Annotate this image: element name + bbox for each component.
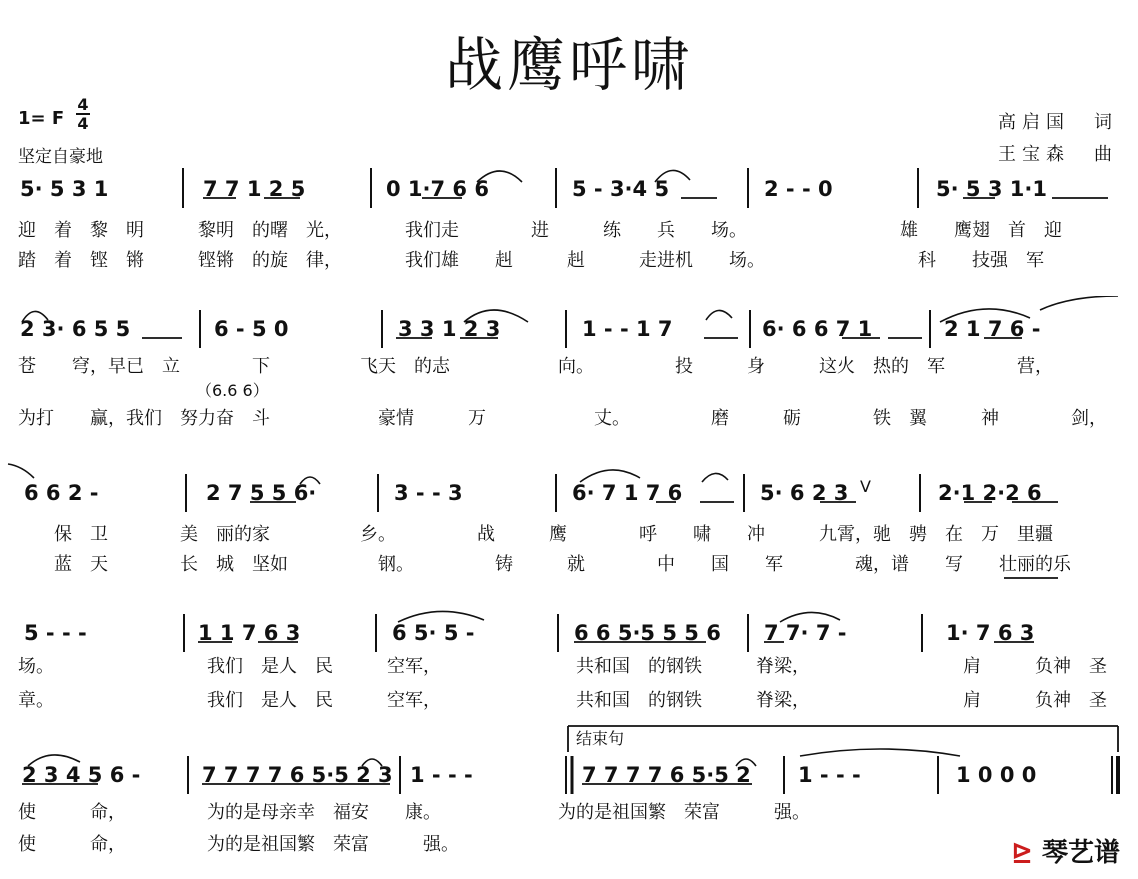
- time-bottom: 4: [77, 114, 89, 133]
- lyrics-verse-2: 蓝 天 长 城 坚如 钢。 铸 就 中 国 军 魂，谱 写 壮丽的乐: [18, 554, 1071, 575]
- time-signature: [76, 96, 90, 132]
- composer-credit: 王宝森 曲: [998, 144, 1118, 165]
- measure-notes: 3 3 1 2 3: [398, 317, 501, 341]
- staff-row-2: [0, 296, 1138, 436]
- measure-notes: 1 - - 1 7: [582, 317, 673, 341]
- measure-notes: 2·1 2·2 6: [938, 481, 1042, 505]
- tempo-marking: 坚定自豪地: [18, 147, 103, 167]
- logo-icon: ⊵: [1011, 838, 1033, 868]
- measure-notes: 3 - - 3: [394, 481, 463, 505]
- measure-notes: 6 5· 5 -: [392, 621, 475, 645]
- measure-notes: 6 6 5·5 5 5 6: [574, 621, 721, 645]
- measure-notes: 5· 5 3 1: [20, 177, 109, 201]
- measure-notes: 2 3· 6 5 5: [20, 317, 131, 341]
- measure-notes: 2 - - 0: [764, 177, 833, 201]
- measure-notes: 7 7 7 7 6 5·5 2 3: [202, 763, 393, 787]
- measure-notes: 6· 7 1 7 6: [572, 481, 683, 505]
- measure-notes: 1 1 7 6 3: [198, 621, 301, 645]
- slur: [800, 749, 960, 756]
- measure-notes: 7 7· 7 -: [764, 621, 847, 645]
- song-title: 战鹰呼啸: [444, 31, 693, 99]
- measure-notes: 5 - 3·4 5: [572, 177, 670, 201]
- measure-notes: 7 7 7 7 6 5·5 2: [582, 763, 751, 787]
- lyrics-verse-1: 保 卫 美 丽的家 乡。 战 鹰 呼 啸 冲 九霄，驰 骋 在 万 里疆: [18, 524, 1053, 545]
- measure-notes: 2 3 4 5 6 -: [22, 763, 141, 787]
- measure-notes: 2 7 5 5 6·: [206, 481, 317, 505]
- time-top: 4: [77, 95, 89, 114]
- slur: [702, 473, 728, 482]
- lyrics-verse-1: 场。 我们 是人 民 空军， 共和国 的钢铁 脊梁， 肩 负神 圣: [18, 656, 1107, 677]
- alternate-notes: （6.6 6）: [196, 381, 269, 400]
- lyrics-verse-1: 苍 穹，早已 立 下 飞天 的志 向。 投 身 这火 热的 军 营，: [18, 356, 1053, 377]
- lyrics-verse-2: 使 命， 为的是祖国繁 荣富 强。: [18, 834, 459, 855]
- measure-notes: 6 6 2 -: [24, 481, 99, 505]
- measure-notes: 1 0 0 0: [956, 763, 1037, 787]
- lyrics-verse-2: 章。 我们 是人 民 空军， 共和国 的钢铁 脊梁， 肩 负神 圣: [18, 690, 1107, 711]
- lyrics-verse-1: 使 命， 为的是母亲幸 福安 康。 为的是祖国繁 荣富 强。: [18, 802, 810, 823]
- staff-row-4: [0, 598, 1138, 718]
- lyrics-verse-2: 为打 赢，我们 努力奋 斗 豪情 万 丈。 磨 砺 铁 翼 神 剑，: [18, 408, 1107, 429]
- slur: [1040, 296, 1118, 310]
- slur: [8, 464, 34, 478]
- key-label: 1= F: [18, 108, 65, 129]
- lyrics-verse-2: 踏 着 铿 锵 铿锵 的旋 律， 我们雄 赳 赳 走进机 场。 科 技强 军: [18, 250, 1044, 271]
- slur: [706, 310, 732, 320]
- measure-notes: 6· 6 6 7 1: [762, 317, 873, 341]
- ending-label: 结束句: [576, 729, 625, 748]
- staff-row-1: [0, 160, 1138, 280]
- measure-notes: 6 - 5 0: [214, 317, 289, 341]
- lyrics-verse-1: 迎 着 黎 明 黎明 的曙 光， 我们走 进 练 兵 场。 雄 鹰翅 首 迎: [18, 220, 1062, 241]
- measure-notes: 2 1 7 6 -: [944, 317, 1041, 341]
- site-logo: [1011, 832, 1120, 869]
- measure-notes: 5· 6 2 3: [760, 481, 849, 505]
- key-signature: [18, 108, 64, 129]
- measure-notes: 1 - - -: [410, 763, 473, 787]
- measure-notes: 5· 5 3 1·1: [936, 177, 1047, 201]
- measure-notes: 5 - - -: [24, 621, 87, 645]
- logo-text: 琴艺谱: [1041, 838, 1120, 868]
- measure-notes: 7 7 1 2 5: [203, 177, 306, 201]
- measure-notes: 1 - - -: [798, 763, 861, 787]
- measure-notes: 1· 7 6 3: [946, 621, 1035, 645]
- staff-row-3: [0, 456, 1138, 586]
- measure-notes: 0 1·7 6 6: [386, 177, 489, 201]
- staff-row-5: [0, 722, 1138, 862]
- lyricist-credit: 高启国 词: [998, 112, 1118, 133]
- breath-mark: V: [860, 477, 871, 496]
